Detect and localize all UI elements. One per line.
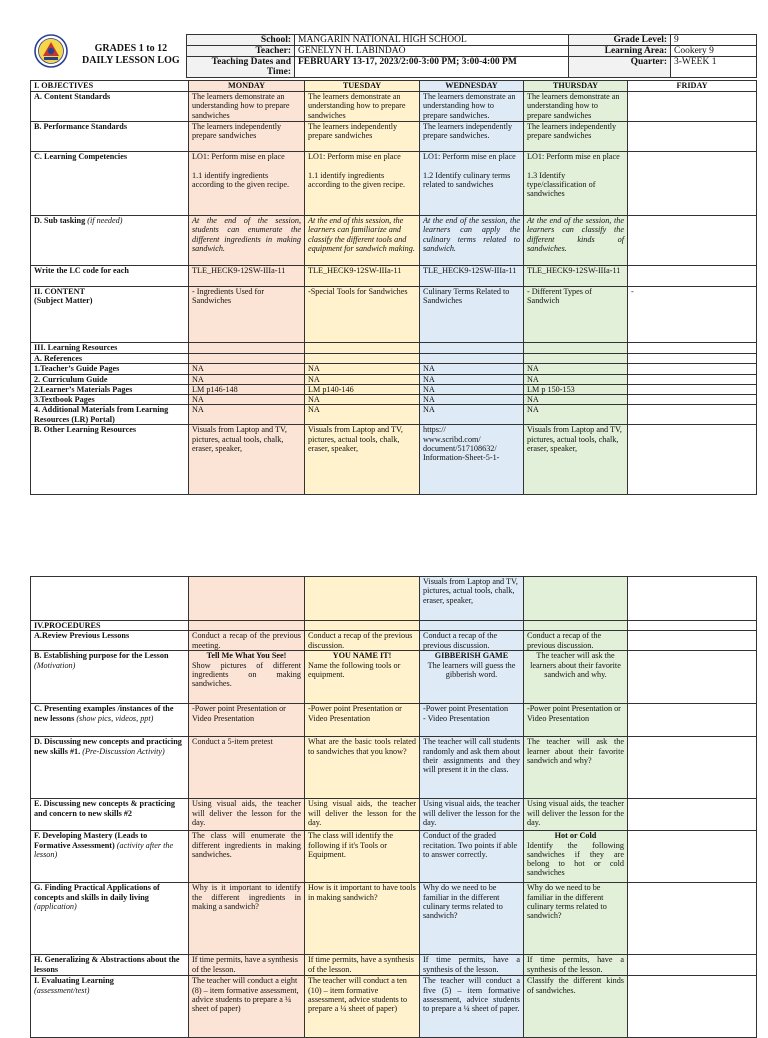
cell-thursday: At the end of the session, the learners can classify the different kinds of sandwiches. [524,216,628,266]
cell-thursday: NA [524,364,628,374]
cell-thursday: -Power point Presentation or Video Presentation [524,704,628,737]
cell-thursday [524,621,628,631]
cell-tuesday [305,343,420,354]
quarter-value: 3-WEEK 1 [671,57,757,78]
row-label: Write the LC code for each [31,266,189,287]
row-label-note: (show pics, videos, ppt) [76,713,154,723]
cell-tuesday: NA [305,374,420,384]
cell-thursday [524,343,628,354]
day-header-friday: FRIDAY [628,81,757,92]
cell-tuesday: Visuals from Laptop and TV, pictures, actual tools, chalk, eraser, speaker, [305,425,420,495]
cell-friday [628,384,757,394]
cell-monday: LM p146-148 [189,384,305,394]
cell-wednesday: NA [420,374,524,384]
table-row [31,122,757,152]
cell-wednesday: The learners demonstrate an understanding how to prepare sandwiches. [420,92,524,122]
cell-monday [189,354,305,364]
doc-title-line2: DAILY LESSON LOG [82,55,180,66]
cell-friday [628,216,757,266]
row-label: 2.Learner’s Materials Pages [31,384,189,394]
table-row [31,704,757,737]
cell-tuesday: TLE_HECK9-12SW-IIIa-11 [305,266,420,287]
row-label: II. CONTENT (Subject Matter) [31,287,189,343]
cell-tuesday: Conduct a recap of the previous discussion. [305,631,420,651]
deped-seal-icon [34,34,68,68]
cell-wednesday: NA [420,364,524,374]
cell-tuesday: LM p140-146 [305,384,420,394]
cell-wednesday: Conduct a recap of the previous discussion. [420,631,524,651]
row-label: B. Performance Standards [31,122,189,152]
dates-label: Teaching Dates and Time: [187,57,295,78]
lesson-log-table-page1 [30,80,757,495]
motivation-text-wednesday: The learners will guess the gibberish word. [427,660,516,679]
cell-friday [628,577,757,621]
row-label [31,831,189,883]
day-header-row [31,81,757,92]
row-label-note: (assessment/test) [34,985,90,995]
cell-wednesday: -Power point Presentation - Video Presentation [420,704,524,737]
cell-friday [628,955,757,976]
cell-friday: - [628,287,757,343]
table-row [31,651,757,704]
teacher-value: GENELYN H. LABINDAO [295,46,569,57]
cell-monday [189,651,305,704]
cell-friday [628,343,757,354]
table-row [31,976,757,1038]
objectives-heading: I. OBJECTIVES [31,81,189,92]
school-label: School: [187,35,295,46]
cell-friday [628,395,757,405]
row-label [31,976,189,1038]
cell-monday: -Power point Presentation or Video Presentation [189,704,305,737]
table-row [31,216,757,266]
cell-tuesday: What are the basic tools related to sandwiches that you know? [305,737,420,799]
cell-thursday: The teacher will ask the learners about their favorite sandwich and why. [524,651,628,704]
cell-friday [628,704,757,737]
cell-thursday: - Different Types of Sandwich [524,287,628,343]
table-row [31,955,757,976]
cell-tuesday: The learners demonstrate an understanding how to prepare sandwiches [305,92,420,122]
info-table [186,34,757,78]
cell-thursday: The learners independently prepare sandwiches [524,122,628,152]
cell-tuesday: If time permits, have a synthesis of the lesson. [305,955,420,976]
table-row [31,395,757,405]
area-value: Cookery 9 [671,46,757,57]
motivation-text-tuesday: Name the following tools or equipment. [308,660,401,679]
cell-tuesday: Using visual aids, the teacher will deliver the lesson for the day. [305,799,420,831]
table-row [31,374,757,384]
cell-friday [628,374,757,384]
row-label-text: C. Presenting examples /instances of the new lessons [34,704,174,723]
day-header-thursday: THURSDAY [524,81,628,92]
table-row [31,425,757,495]
cell-wednesday: If time permits, have a synthesis of the lesson. [420,955,524,976]
row-label-text: F. Developing Mastery (Leads to Formative Assessment) [34,831,148,850]
table-row [31,799,757,831]
row-label-text: D. Sub tasking [34,216,86,225]
cell-wednesday: The learners independently prepare sandwiches. [420,122,524,152]
cell-tuesday: NA [305,395,420,405]
cell-wednesday: At the end of the session, the learners can apply the culinary terms related to sandwich. [420,216,524,266]
day-header-wednesday: WEDNESDAY [420,81,524,92]
cell-monday [189,577,305,621]
cell-friday [628,651,757,704]
cell-wednesday [420,343,524,354]
cell-wednesday: Visuals from Laptop and TV, pictures, actual tools, chalk, eraser, speaker, [420,577,524,621]
cell-thursday: NA [524,395,628,405]
cell-monday: At the end of the session, students can enumerate the different ingredients in making sandwich. [189,216,305,266]
row-label [31,651,189,704]
row-label: 3.Textbook Pages [31,395,189,405]
cell-wednesday: NA [420,384,524,394]
row-label [31,216,189,266]
cell-friday [628,976,757,1038]
row-label-note: (application) [34,901,77,911]
cell-monday: NA [189,395,305,405]
table-row [31,266,757,287]
cell-friday [628,799,757,831]
row-label: 2. Curriculum Guide [31,374,189,384]
cell-monday [189,621,305,631]
cell-thursday: NA [524,374,628,384]
cell-thursday: Classify the different kinds of sandwiches. [524,976,628,1038]
cell-tuesday: -Power point Presentation or Video Presentation [305,704,420,737]
cell-monday: NA [189,364,305,374]
row-label: E. Discussing new concepts & practicing and concern to new skills #2 [31,799,189,831]
cell-monday: The class will enumerate the different ingredients in making sandwiches. [189,831,305,883]
day-header-tuesday: TUESDAY [305,81,420,92]
table-row [31,92,757,122]
cell-monday: Visuals from Laptop and TV, pictures, actual tools, chalk, eraser, speaker, [189,425,305,495]
cell-wednesday: Using visual aids, the teacher will deliver the lesson for the day. [420,799,524,831]
cell-thursday [524,831,628,883]
cell-monday [189,343,305,354]
cell-wednesday: Conduct of the graded recitation. Two points if able to answer correctly. [420,831,524,883]
cell-thursday: Using visual aids, the teacher will deliver the lesson for the day. [524,799,628,831]
cell-friday [628,364,757,374]
cell-monday: The learners demonstrate an understanding how to prepare sandwiches [189,92,305,122]
table-row [31,831,757,883]
row-label [31,737,189,799]
hot-cold-text: Identify the following sandwiches if they are belong to hot or cold sandwiches [527,840,624,878]
cell-monday: LO1: Perform mise en place 1.1 identify ingredients according to the given recipe. [189,152,305,216]
cell-friday [628,354,757,364]
quarter-label: Quarter: [569,57,671,78]
cell-monday: The learners independently prepare sandwiches [189,122,305,152]
cell-tuesday: -Special Tools for Sandwiches [305,287,420,343]
cell-thursday: The learners demonstrate an understanding how to prepare sandwiches [524,92,628,122]
row-label: H. Generalizing & Abstractions about the lessons [31,955,189,976]
cell-tuesday: NA [305,364,420,374]
row-label: A. References [31,354,189,364]
cell-tuesday: The learners independently prepare sandwiches [305,122,420,152]
row-label [31,883,189,955]
row-label: B. Other Learning Resources [31,425,189,495]
cell-thursday [524,354,628,364]
lesson-log-table-page2 [30,576,757,1038]
cell-monday: Conduct a recap of the previous meeting. [189,631,305,651]
row-label: C. Learning Competencies [31,152,189,216]
cell-tuesday: How is it important to have tools in making sandwich? [305,883,420,955]
cell-monday: - Ingredients Used for Sandwiches [189,287,305,343]
grade-label: Grade Level: [569,35,671,46]
cell-tuesday: LO1: Perform mise en place 1.1 identify ingredients according to the given recipe. [305,152,420,216]
cell-wednesday: Culinary Terms Related to Sandwiches [420,287,524,343]
cell-thursday: Conduct a recap of the previous discussion. [524,631,628,651]
doc-title-line1: GRADES 1 to 12 [94,43,168,54]
row-label-note: (if needed) [87,216,123,225]
area-label: Learning Area: [569,46,671,57]
table-row [31,384,757,394]
cell-tuesday: The teacher will conduct a ten (10) – item formative assessment, advice students to prepare a ¼ sheet of paper) [305,976,420,1038]
document-header [30,33,756,77]
cell-friday [628,92,757,122]
cell-thursday: Why do we need to be familiar in the different culinary terms related to sandwich? [524,883,628,955]
cell-wednesday: NA [420,395,524,405]
row-label-text: G. Finding Practical Applications of concepts and skills in daily living [34,883,160,902]
table-row [31,737,757,799]
cell-friday [628,152,757,216]
cell-tuesday [305,621,420,631]
table-row [31,631,757,651]
row-label: 4. Additional Materials from Learning Resources (LR) Portal) [31,405,189,425]
cell-wednesday: The teacher will conduct a five (5) – item formative assessment, advice students to prepare a ¼ sheet of paper. [420,976,524,1038]
cell-tuesday [305,577,420,621]
motivation-title-monday: Tell Me What You See! [206,651,287,661]
school-value: MANGARIN NATIONAL HIGH SCHOOL [295,35,569,46]
cell-monday: If time permits, have a synthesis of the lesson. [189,955,305,976]
day-header-monday: MONDAY [189,81,305,92]
row-label [31,704,189,737]
table-row [31,577,757,621]
cell-wednesday: NA [420,405,524,425]
table-row [31,152,757,216]
cell-tuesday [305,651,420,704]
cell-wednesday: Why do we need to be familiar in the different culinary terms related to sandwich? [420,883,524,955]
cell-friday [628,831,757,883]
row-label: A.Review Previous Lessons [31,631,189,651]
grade-value: 9 [671,35,757,46]
cell-wednesday: The teacher will call students randomly and ask them about their assignments and they will present it in the class. [420,737,524,799]
cell-friday [628,631,757,651]
teacher-label: Teacher: [187,46,295,57]
table-row [31,621,757,631]
motivation-title-wednesday: GIBBERISH GAME [434,651,509,661]
procedures-heading: IV.PROCEDURES [31,621,189,631]
cell-monday: Using visual aids, the teacher will deliver the lesson for the day. [189,799,305,831]
cell-monday: Why is it important to identify the different ingredients in making a sandwich? [189,883,305,955]
table-row [31,354,757,364]
cell-wednesday: TLE_HECK9-12SW-IIIa-11 [420,266,524,287]
row-label: A. Content Standards [31,92,189,122]
cell-monday: The teacher will conduct a eight (8) – item formative assessment, advice students to prepare a ¼ sheet of paper) [189,976,305,1038]
cell-thursday: NA [524,405,628,425]
cell-wednesday [420,354,524,364]
table-row [31,405,757,425]
row-label [31,577,189,621]
table-row [31,287,757,343]
cell-thursday: Visuals from Laptop and TV, pictures, actual tools, chalk, eraser, speaker, [524,425,628,495]
table-row [31,343,757,354]
row-label-text: D. Discussing new concepts and practicing new skills #1. [34,737,182,756]
dates-value: FEBRUARY 13-17, 2023/2:00-3:00 PM; 3:00-4:00 PM [295,57,569,78]
cell-tuesday: NA [305,405,420,425]
row-label-note: (Motivation) [34,660,76,670]
cell-monday: NA [189,374,305,384]
cell-thursday: The teacher will ask the learner about their favorite sandwich and why? [524,737,628,799]
cell-wednesday: https:// www.scribd.com/ document/517108632/ Information-Sheet-5-1- [420,425,524,495]
cell-monday: NA [189,405,305,425]
cell-monday: Conduct a 5-item pretest [189,737,305,799]
cell-thursday: If time permits, have a synthesis of the lesson. [524,955,628,976]
hot-cold-title: Hot or Cold [554,831,597,841]
row-label: 1.Teacher’s Guide Pages [31,364,189,374]
cell-friday [628,425,757,495]
document-title [82,43,180,67]
cell-friday [628,405,757,425]
motivation-title-tuesday: YOU NAME IT! [332,651,392,661]
cell-tuesday [305,354,420,364]
row-label: III. Learning Resources [31,343,189,354]
cell-wednesday [420,651,524,704]
cell-friday [628,122,757,152]
row-label-note: (activity after the lesson) [34,840,174,859]
cell-thursday: LM p 150-153 [524,384,628,394]
row-label-text: B. Establishing purpose for the Lesson [34,651,169,661]
cell-friday [628,621,757,631]
cell-friday [628,266,757,287]
table-row [31,364,757,374]
motivation-text-monday: Show pictures of different ingredients on making sandwiches. [192,660,301,689]
cell-wednesday: LO1: Perform mise en place 1.2 Identify culinary terms related to sandwiches [420,152,524,216]
row-label-text: I. Evaluating Learning [34,976,114,986]
table-row [31,883,757,955]
cell-friday [628,883,757,955]
cell-tuesday: At the end of this session, the learners can familiarize and classify the different tools and equipment for sandwich making. [305,216,420,266]
cell-tuesday: The class will identify the following if it's Tools or Equipment. [305,831,420,883]
cell-thursday [524,577,628,621]
cell-monday: TLE_HECK9-12SW-IIIa-11 [189,266,305,287]
cell-thursday: TLE_HECK9-12SW-IIIa-11 [524,266,628,287]
row-label-note: (Pre-Discussion Activity) [82,746,165,756]
cell-thursday: LO1: Perform mise en place 1.3 Identify type/classification of sandwiches [524,152,628,216]
cell-wednesday [420,621,524,631]
cell-friday [628,737,757,799]
